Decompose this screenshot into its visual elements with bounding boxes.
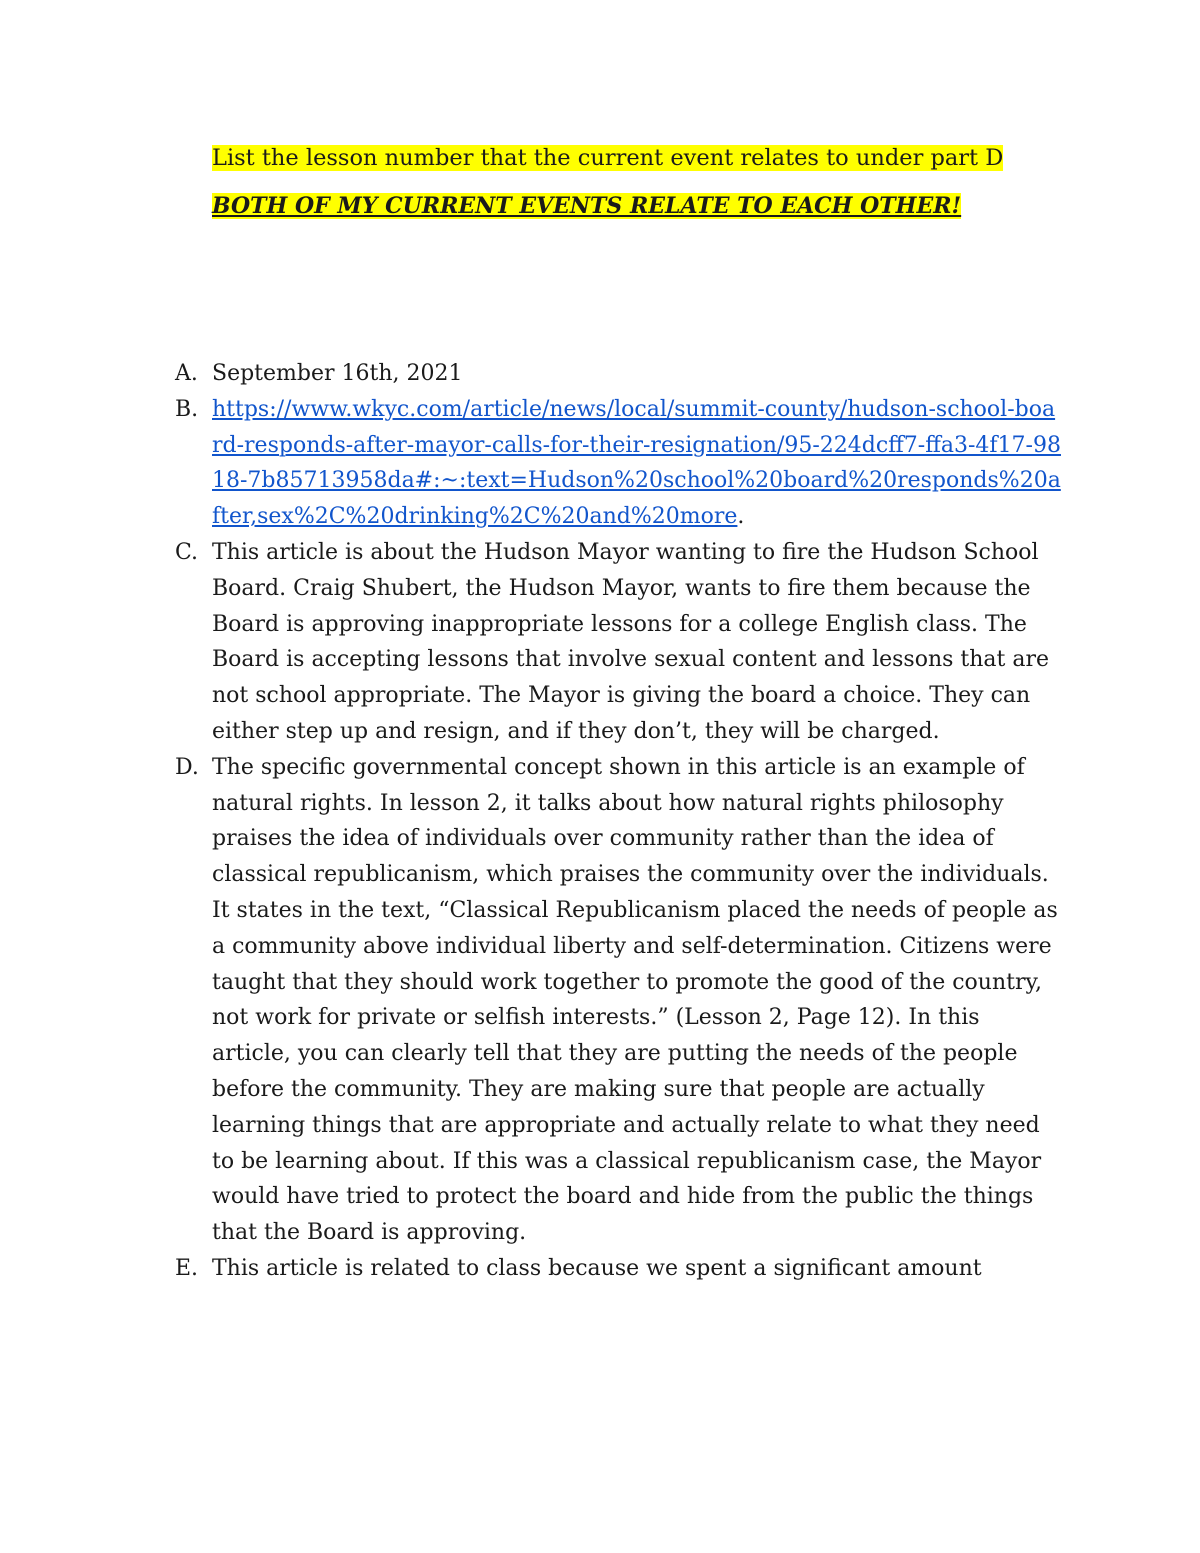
heading-highlight: BOTH OF MY CURRENT EVENTS RELATE TO EACH OTHER! xyxy=(212,193,962,219)
list-item-c xyxy=(175,535,1065,750)
instruction-text xyxy=(212,140,1072,176)
list-marker: B. xyxy=(175,396,199,422)
list-item-b xyxy=(175,392,1065,535)
concept-text: The specific governmental concept shown in this article is an example of natural rights. In lesson 2, it talks about how natural rights philosophy praises the idea of individuals over community rather than the idea of classical republicanism, which praises the community over the individuals. It states in the text, “Classical Republicanism placed the needs of people as a community above individual liberty and self-determination. Citizens were taught that they should work together to promote the good of the country, not work for private or selfish interests.” (Lesson 2, Page 12). In this article, you can clearly tell that they are putting the needs of the people before the community. They are making sure that people are actually learning things that are appropriate and actually relate to what they need to be learning about. If this was a classical republicanism case, the Mayor would have tried to protect the board and hide from the public the things that the Board is approving. xyxy=(212,754,1058,1246)
header-block xyxy=(212,140,1072,224)
answer-list xyxy=(175,356,1065,1287)
link-trailing-period: . xyxy=(737,504,745,530)
list-marker: E. xyxy=(175,1255,199,1281)
class-relation-text: This article is related to class because we spent a significant amount xyxy=(212,1255,982,1281)
summary-text: This article is about the Hudson Mayor wanting to fire the Hudson School Board. Craig Shubert, the Hudson Mayor, wants to fire them because the Board is approving inappropriate lessons for a college English class. The Board is accepting lessons that involve sexual content and lessons that are not school appropriate. The Mayor is giving the board a choice. They can either step up and resign, and if they don’t, they will be charged. xyxy=(212,539,1050,744)
list-item-d xyxy=(175,750,1065,1251)
section-heading xyxy=(212,188,992,224)
list-item-e xyxy=(175,1251,1065,1287)
list-item-a xyxy=(175,356,1065,392)
list-marker: C. xyxy=(175,539,199,565)
link-container xyxy=(212,392,1065,535)
list-marker: D. xyxy=(175,754,199,780)
date-text: September 16th, 2021 xyxy=(212,361,463,386)
article-link[interactable]: https://www.wkyc.com/article/news/local/summit-county/hudson-school-board-responds-after-mayor-calls-for-their-resignation/95-224dcff7-ffa3-4f17-9818-7b85713958da#:~:text=Hudson%20school%20board%20responds%20after,sex%2C%20drinking%2C%20and%20more xyxy=(212,396,1061,530)
instruction-highlight: List the lesson number that the current event relates to under part D xyxy=(212,145,1004,171)
list-marker: A. xyxy=(175,361,198,386)
